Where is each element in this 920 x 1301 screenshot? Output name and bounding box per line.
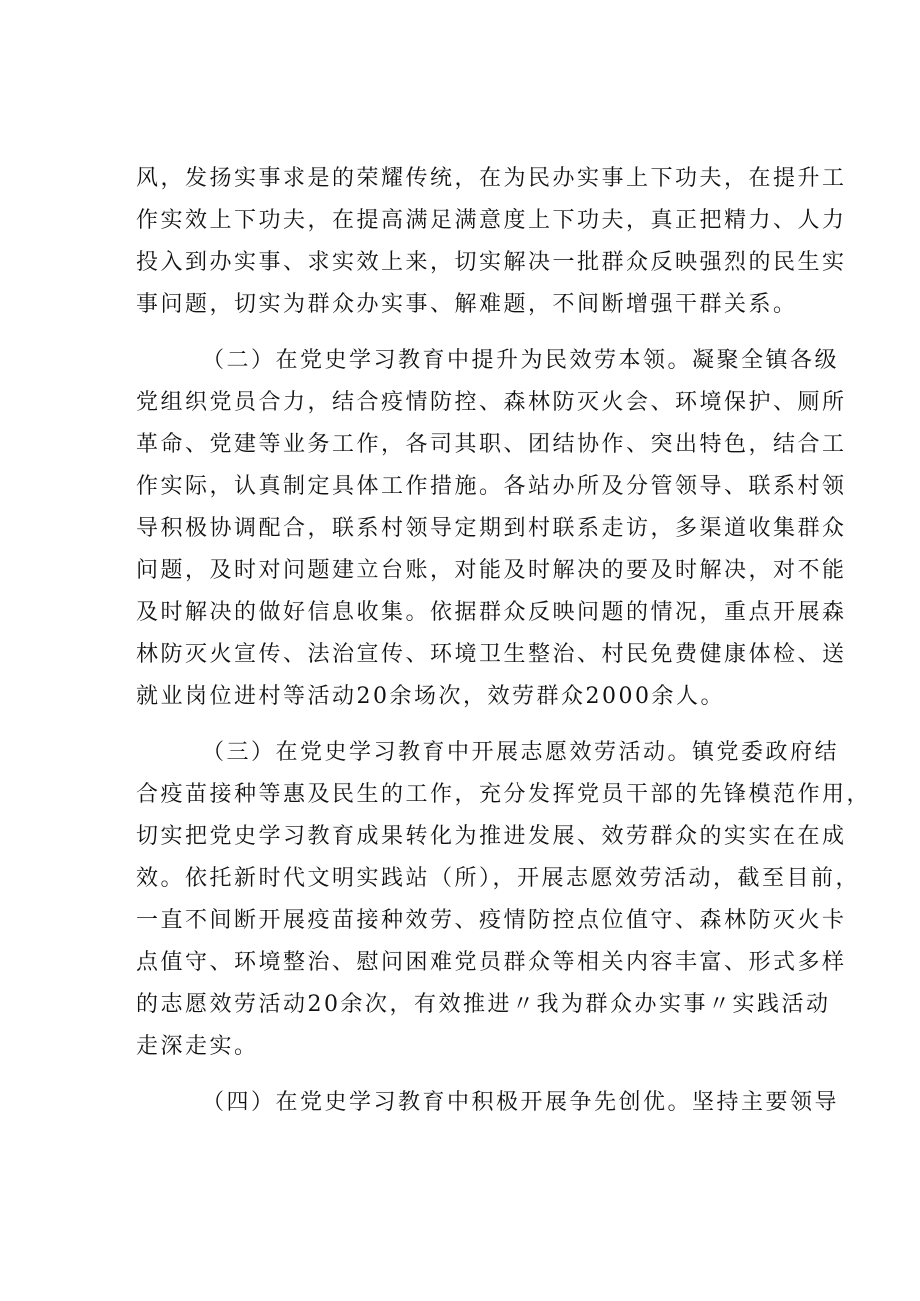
text-line: 合疫苗接种等惠及民生的工作，充分发挥党员干部的先锋模范作用， (136, 782, 872, 807)
text-line: 导积极协调配合，联系村领导定期到村联系走访，多渠道收集群众 (136, 516, 847, 541)
paragraph-section-4 (136, 1082, 840, 1124)
paragraph-continuation (136, 158, 847, 326)
paragraph-section-2 (136, 340, 847, 718)
section-heading-line: （四）在党史学习教育中积极开展争先创优。坚持主要领导 (202, 1090, 840, 1115)
text-line: 一直不间断开展疫苗接种效劳、疫情防控点位值守、森林防灭火卡 (136, 908, 847, 933)
section-heading-line: （二）在党史学习教育中提升为民效劳本领。凝聚全镇各级 (202, 348, 840, 373)
text-line: 效。依托新时代文明实践站（所），开展志愿效劳活动，截至目前， (136, 866, 861, 891)
document-body (136, 158, 872, 1138)
text-line: 及时解决的做好信息收集。依据群众反映问题的情况，重点开展森 (136, 600, 847, 625)
text-line: 投入到办实事、求实效上来，切实解决一批群众反映强烈的民生实 (136, 250, 847, 275)
text-line: 作实际，认真制定具体工作措施。各站办所及分管领导、联系村领 (136, 474, 847, 499)
text-line: 切实把党史学习教育成果转化为推进发展、效劳群众的实实在在成 (136, 824, 847, 849)
text-line: 问题，及时对问题建立台账，对能及时解决的要及时解决，对不能 (136, 558, 847, 583)
text-line: 革命、党建等业务工作，各司其职、团结协作、突出特色，结合工 (136, 432, 847, 457)
text-line: 就业岗位进村等活动20余场次，效劳群众2000余人。 (136, 684, 725, 709)
text-line: 事问题，切实为群众办实事、解难题，不间断增强干群关系。 (136, 292, 798, 317)
text-line: 党组织党员合力，结合疫情防控、森林防灭火会、环境保护、厕所 (136, 390, 847, 415)
text-line: 走深走实。 (136, 1034, 259, 1059)
text-line: 的志愿效劳活动20余次，有效推进〃我为群众办实事〃实践活动 (136, 992, 831, 1017)
text-line: 风，发扬实事求是的荣耀传统，在为民办实事上下功夫，在提升工 (136, 166, 847, 191)
text-line: 作实效上下功夫，在提高满足满意度上下功夫，真正把精力、人力 (136, 208, 847, 233)
text-line: 点值守、环境整治、慰问困难党员群众等相关内容丰富、形式多样 (136, 950, 847, 975)
section-heading-line: （三）在党史学习教育中开展志愿效劳活动。镇党委政府结 (202, 740, 840, 765)
text-line: 林防灭火宣传、法治宣传、环境卫生整治、村民免费健康体检、送 (136, 642, 847, 667)
paragraph-section-3 (136, 732, 872, 1068)
